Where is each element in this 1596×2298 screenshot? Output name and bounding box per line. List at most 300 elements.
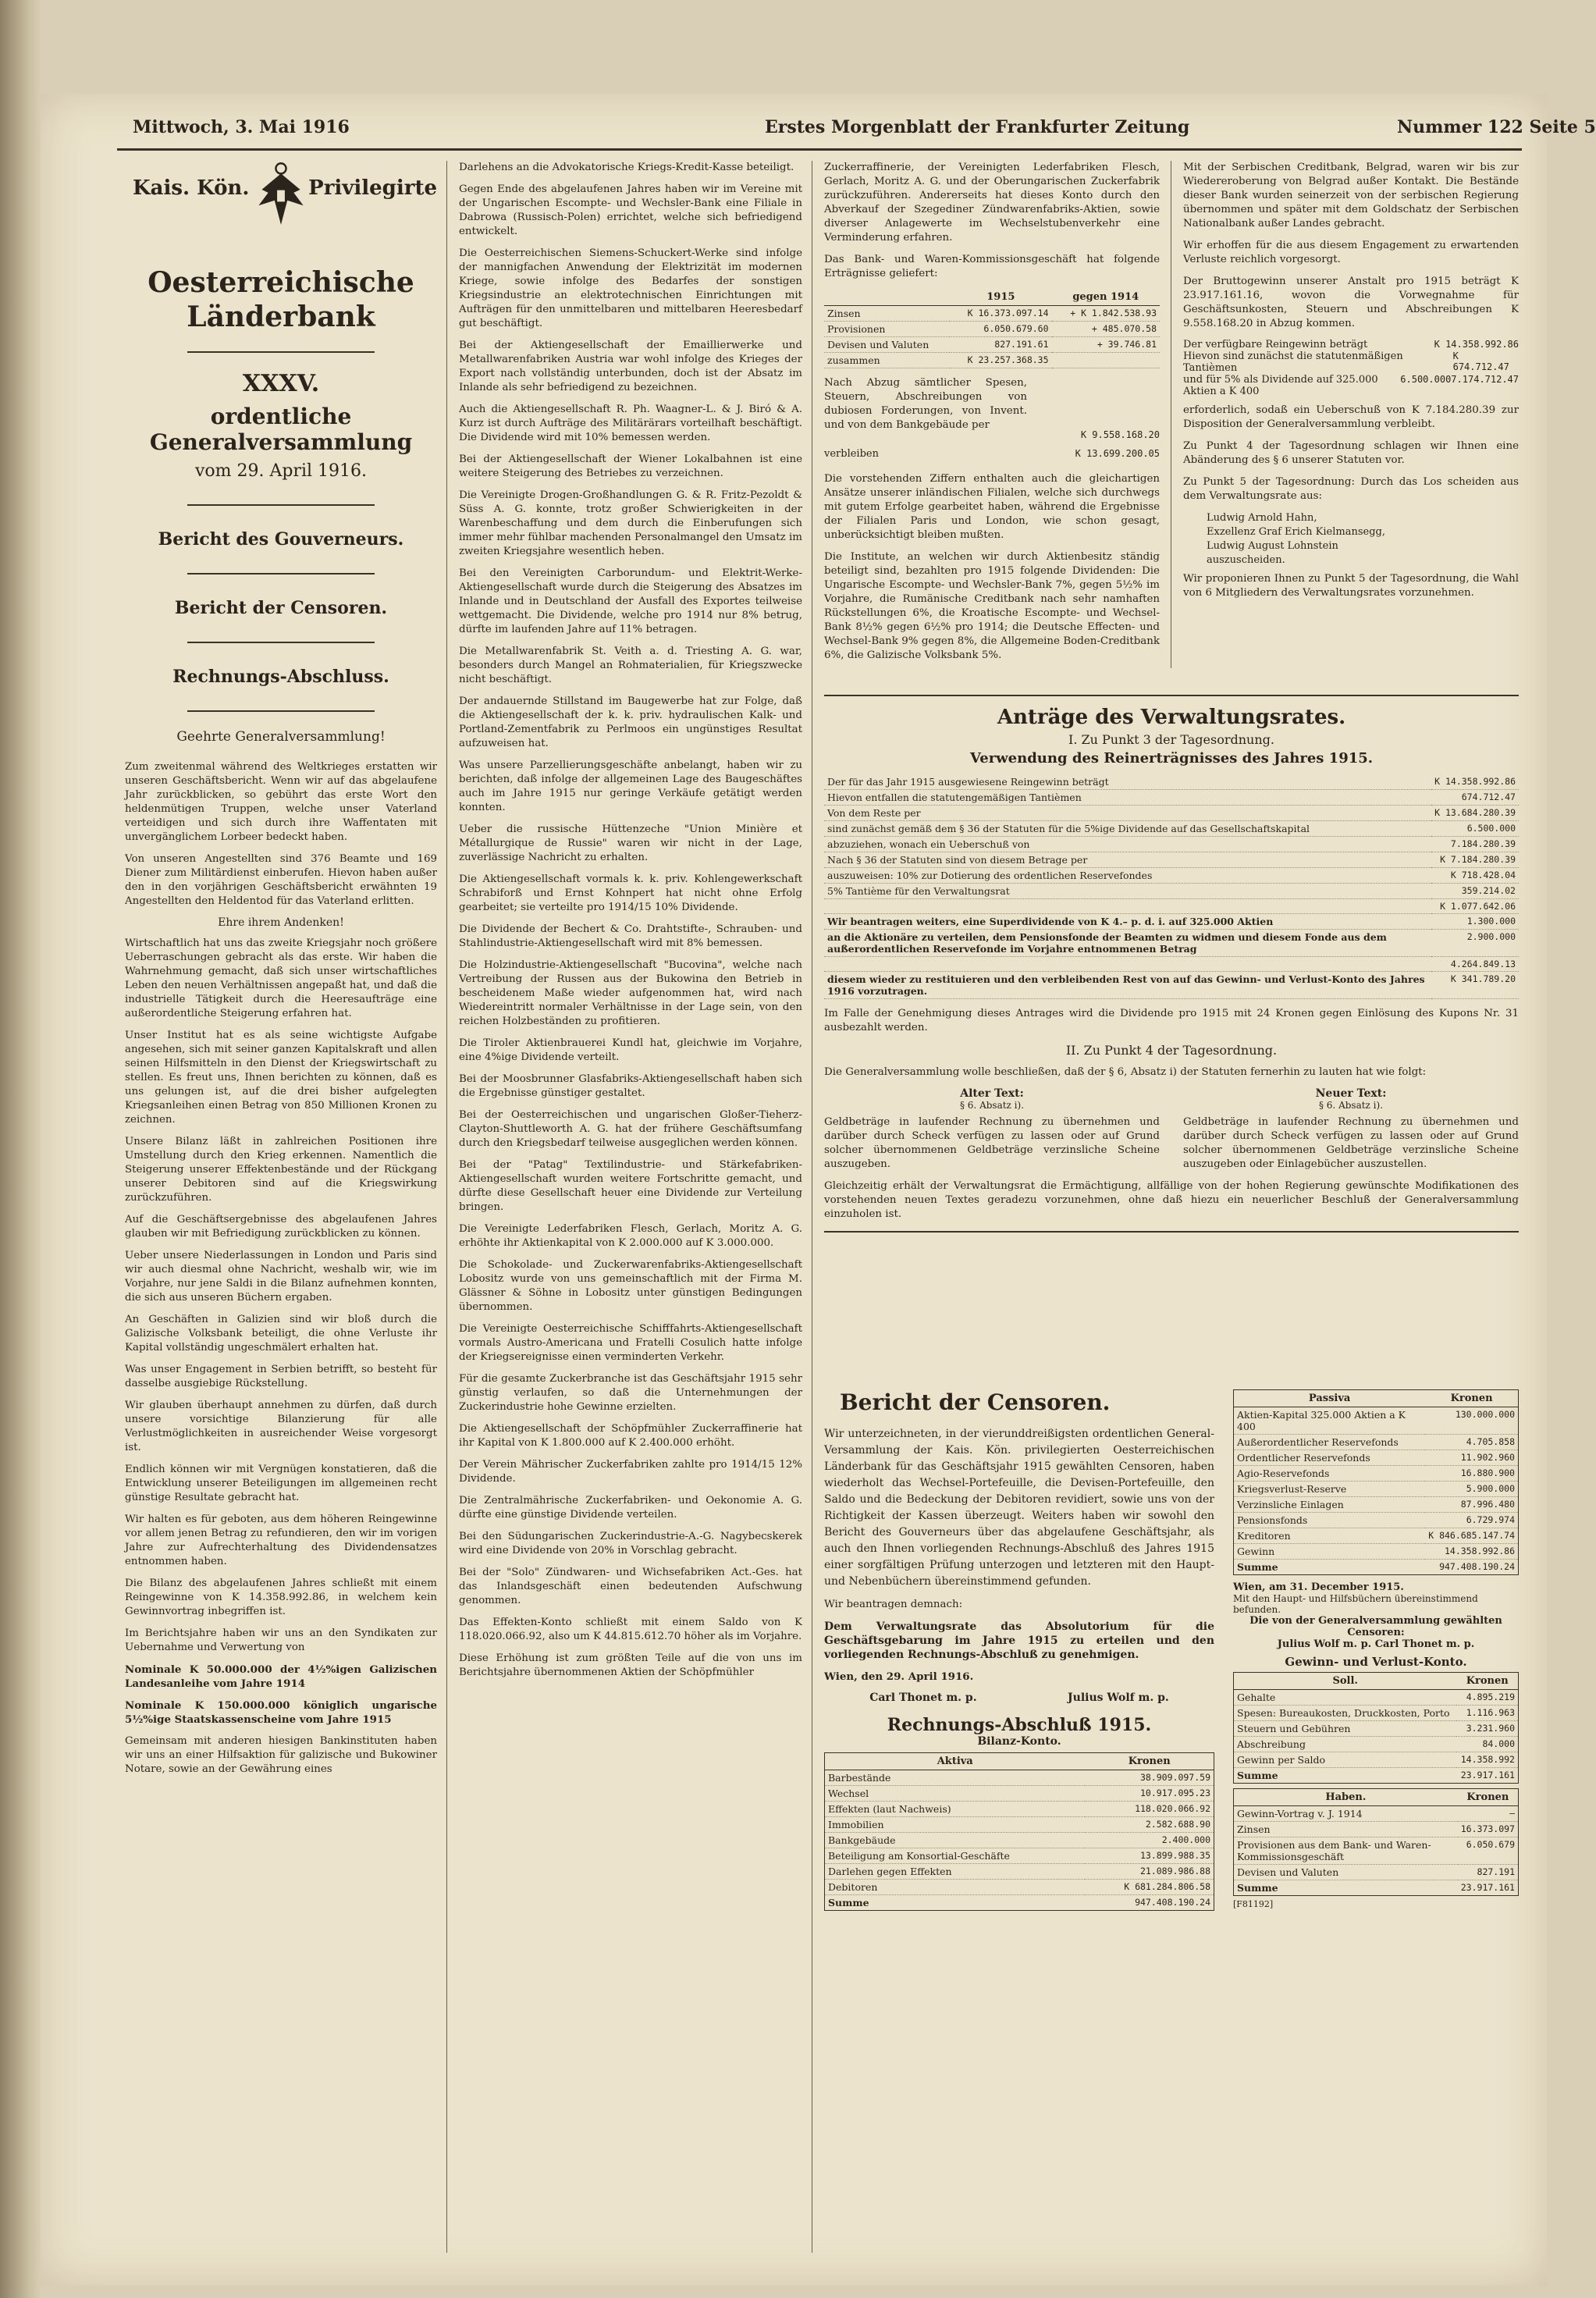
passiva-table [1233, 1389, 1519, 1575]
row-label: Gehalte [1234, 1690, 1457, 1706]
deduction-text: Nach Abzug sämtlicher Spesen, Steuern, Abschreibungen von dubiosen Forderungen, von Invent. und von dem Bankgebäude per [824, 377, 1027, 431]
report-paragraph: Die vorstehenden Ziffern enthalten auch die gleichartigen Ansätze unserer inländischen Filialen, welche sich durchwegs mit gutem Erfolge gearbeitet haben, während die Ergebnisse der Filialen Paris und London, wie schon gesagt, unberücksichtigt bleiben mußten. [824, 473, 1160, 541]
table-row [824, 774, 1519, 790]
row-label: Beteiligung am Konsortial-Geschäfte [825, 1848, 1086, 1864]
row-value: K 681.284.806.58 [1085, 1880, 1214, 1895]
table-row [825, 1770, 1214, 1786]
row-value: 7.184.280.39 [1431, 837, 1519, 852]
row-value: K 1.077.642.06 [1431, 899, 1519, 914]
censoren-signatures [824, 1691, 1214, 1704]
report-paragraph: Das Effekten-Konto schließt mit einem Saldo von K 118.020.066.92, also um K 44.815.612.70 höher als im Vorjahre. [459, 1617, 802, 1642]
table-row [824, 957, 1519, 972]
table-row [824, 884, 1519, 899]
row-label: 5% Tantième für den Verwaltungsrat [824, 884, 1431, 899]
report-paragraph: Wir glauben überhaupt annehmen zu dürfen, daß durch unsere vorsichtige Bilanzierung für alle Verlustmöglichkeiten in ausreichender Weise vorgesorgt ist. [125, 1400, 437, 1453]
kronen-header: Kronen [1085, 1753, 1214, 1770]
row-label: Kreditoren [1234, 1528, 1426, 1544]
row-value: — [1458, 1806, 1519, 1822]
row-label: Summe [1234, 1768, 1457, 1784]
balance-title: Rechnungs-Abschluß 1915. [887, 1715, 1152, 1735]
report-paragraph: Der andauernde Stillstand im Baugewerbe hat zur Folge, daß die Aktiengesellschaft der k. k. priv. hydraulischen Kalk- und Portland-Zementfabrik zu Perlmoos ein ungünstiges Resultat aufzuweisen hat. [459, 695, 802, 749]
report-paragraph: Zu Punkt 4 der Tagesordnung schlagen wir Ihnen eine Abänderung des § 6 unserer Statuten vor. [1183, 440, 1519, 466]
table-row [824, 306, 1160, 322]
ad-date: vom 29. April 1916. [194, 461, 368, 481]
antraege-section [824, 695, 1519, 1233]
report-paragraph: Bei der Oesterreichischen und ungarischen Gloßer-Tieherz-Clayton-Shuttleworth A. G. hat der frühere Geschäftsumfang durch den Kriegsbedarf teilweise ausgeglichen werden können. [459, 1109, 802, 1149]
row-value: 827.191 [1458, 1865, 1519, 1880]
soll-header: Soll. [1234, 1673, 1457, 1690]
dividend-note: Im Falle der Genehmigung dieses Antrages wird die Dividende pro 1915 mit 24 Kronen gegen Einlösung des Kupons Nr. 31 ausbezahlt werden. [824, 1008, 1519, 1033]
farewell: Ehre ihrem Andenken! [218, 916, 344, 929]
report-paragraph: Unser Institut hat es als seine wichtigste Aufgabe angesehen, sich mit seiner ganzen Kapitalskraft und allen seinen Hilfsmitteln in den Dienst der Kriegswirtschaft zu stellen. Es freut uns, Ihnen berichten zu können, daß es uns gelungen ist, auf die drei bisher aufgelegten Kriegsanleihen einen Betrag von 850 Millionen Kronen zu zeichnen. [125, 1030, 437, 1126]
earnings-change: + 39.746.81 [1052, 337, 1160, 353]
earnings-value: K 16.373.097.14 [950, 306, 1051, 322]
row-label: Ordentlicher Reservefonds [1234, 1450, 1426, 1466]
row-label: abzuziehen, wonach ein Ueberschuß von [824, 837, 1431, 852]
report-paragraph: Der Bruttogewinn unserer Anstalt pro 1915 beträgt K 23.917.161.16, wovon die Vorwegnahme für Geschäftsunkosten, Steuern und Abschreibungen K 9.558.168.20 in Abzug kommen. [1183, 276, 1519, 329]
report-paragraph: Zuckerraffinerie, der Vereinigten Lederfabriken Flesch, Gerlach, Moritz A. G. und der Oberungarischen Zuckerfabrik zurückzuführen. Andererseits hat dieses Konto durch den Abverkauf der Szegediner Zündwarenfabriks-Aktien, sowie diverser Anlagewerte im Wechselstubenverkehr eine Verminderung erfahren. [824, 162, 1160, 244]
table-row [824, 930, 1519, 957]
table-row [1234, 1880, 1519, 1896]
ad-divider [187, 573, 375, 574]
report-paragraph: Die Dividende der Bechert & Co. Drahtstifte-, Schrauben- und Stahlindustrie-Aktiengesellschaft wird mit 8% bemessen. [459, 923, 802, 949]
old-text: Geldbeträge in laufender Rechnung zu übernehmen und darüber durch Scheck verfügen zu lassen oder auf Grund solcher übernommenen Geldbeträge verzinsliche Scheine auszugeben. [824, 1116, 1160, 1170]
page-edge [0, 0, 41, 2298]
table-row [1234, 1435, 1519, 1450]
report-paragraph: Für die gesamte Zuckerbranche ist das Geschäftsjahr 1915 sehr günstig verlaufen, so daß die Unternehmungen der Zuckerindustrie hohe Gewinne erzielten. [459, 1373, 802, 1413]
censoren-text: Wir unterzeichneten, in der vierunddreißigsten ordentlichen General-Versammlung der Kais. Kön. privilegierten Oesterreichischen Länderbank für das Geschäftsjahr 1915 gewählten Censoren, haben wiederholt das Wechsel-Portefeuille, die Devisen-Portefeuille, den Saldo und die Bedeckung der Debitoren revidiert, sowie uns von der Richtigkeit der Kassen überzeugt. Weiters haben wir sowohl den Bericht des Gouverneurs über das abgelaufene Geschäftsjahr, als auch den Ihnen vorliegenden Rechnungs-Abschluß des Jahres 1915 einer sorgfältigen Prüfung unterzogen und letzteren mit den Haupt- und Nebenbüchern übereinstimmend gefunden. [824, 1428, 1214, 1588]
section-gouverneur: Bericht des Gouverneurs. [158, 529, 404, 550]
report-paragraph: Die Schokolade- und Zuckerwarenfabriks-Aktiengesellschaft Lobositz wurde von uns gemeinschaftlich mit der Firma M. Glässner & Söhne in Lobositz unter günstigen Bedingungen übernommen. [459, 1259, 802, 1313]
row-label: Agio-Reservefonds [1234, 1466, 1426, 1482]
report-paragraph: Die Aktiengesellschaft vormals k. k. priv. Kohlengewerkschaft Schrabiforß und Ernst Kohnpert hat nicht ohne Erfolg gearbeitet; sie verteilte pro 1914/15 10% Dividende. [459, 873, 802, 913]
row-value: 14.358.992.86 [1425, 1544, 1518, 1560]
member-name: Ludwig August Lohnstein [1207, 540, 1338, 552]
table-row [825, 1817, 1214, 1833]
report-paragraph: Im Berichtsjahre haben wir uns an den Syndikaten zur Uebernahme und Verwertung von [125, 1627, 437, 1653]
section-rule [824, 1231, 1519, 1233]
table-row [1234, 1407, 1519, 1435]
net-profit-row [1183, 339, 1519, 350]
masthead-rule [117, 148, 1522, 151]
report-paragraph: Wir erhoffen für die aus diesem Engagement zu erwartenden Verluste reichlich vorgesorgt. [1183, 240, 1519, 265]
ad-roman-number: XXXV. [242, 370, 320, 397]
row-value: 11.902.960 [1425, 1450, 1518, 1466]
table-row [824, 353, 1160, 368]
earnings-header: gegen 1914 [1052, 289, 1160, 306]
report-paragraph: Bei der Aktiengesellschaft der Wiener Lokalbahnen ist eine weitere Steigerung des Betriebes zu verzeichnen. [459, 454, 802, 479]
row-label: Von dem Reste per [824, 806, 1431, 821]
ad-divider [187, 351, 375, 353]
masthead-date: Mittwoch, 3. Mai 1916 [133, 117, 350, 137]
members-list [1183, 511, 1519, 567]
gv-title: Gewinn- und Verlust-Konto. [1285, 1655, 1467, 1669]
profit-distribution-table [824, 774, 1519, 999]
row-label: Debitoren [825, 1880, 1086, 1895]
report-paragraph: Was unsere Parzellierungsgeschäfte anbelangt, haben wir zu berichten, daß infolge der allgemeinen Lage des Baugeschäftes auch im Jahre 1915 nur geringe Verkäufe getätigt werden konnten. [459, 759, 802, 813]
row-label: Summe [825, 1895, 1086, 1911]
report-paragraph: Die Bilanz des abgelaufenen Jahres schließt mit einem Reingewinne von K 14.358.992.86, in welchem kein Gewinnvortrag inbegriffen ist. [125, 1578, 437, 1617]
column-3 [824, 161, 1160, 671]
antraege-sub: I. Zu Punkt 3 der Tagesordnung. [1068, 732, 1274, 747]
censoren-request: Wir beantragen demnach: [824, 1599, 963, 1610]
ad-divider [187, 710, 375, 712]
row-value: K 14.358.992.86 [1431, 774, 1519, 790]
kronen-header: Kronen [1425, 1390, 1518, 1407]
table-row [1234, 1560, 1519, 1575]
row-label: Gewinn per Saldo [1234, 1752, 1457, 1768]
net-profit-label: Der verfügbare Reingewinn beträgt [1183, 339, 1368, 350]
row-label: Hievon entfallen die statutengemäßigen Tantièmen [824, 790, 1431, 806]
new-text-para: § 6. Absatz i). [1318, 1100, 1384, 1111]
antraege-sub2: II. Zu Punkt 4 der Tagesordnung. [1065, 1043, 1278, 1058]
report-paragraph: Auch die Aktiengesellschaft R. Ph. Waagner-L. & J. Biró & A. Kurz ist durch Aufträge des Militärärars vorteilhaft beschäftigt. Die Dividende wird mit 10% bemessen werden. [459, 404, 802, 443]
row-label: Verzinsliche Einlagen [1234, 1497, 1426, 1513]
table-row [825, 1880, 1214, 1895]
report-paragraph: Unsere Bilanz läßt in zahlreichen Positionen ihre Umstellung durch den Krieg erkennen. Namentlich die Steigerung unserer Effektenbestände und der Rückgang unserer Debitoren sind auf die Kriegswirkung zurückzuführen. [125, 1136, 437, 1204]
report-paragraph: Bei der Moosbrunner Glasfabriks-Aktiengesellschaft haben sich die Ergebnisse günstiger gestaltet. [459, 1073, 802, 1099]
report-paragraph: Bei der Aktiengesellschaft der Emaillierwerke und Metallwarenfabriken Austria war wohl infolge des Krieges der Export nach vollständig unterbunden, doch ist der Absatz im Inlande als sehr befriedigend zu bezeichnen. [459, 340, 802, 393]
row-value: 14.358.992 [1456, 1752, 1518, 1768]
haben-header: Haben. [1234, 1789, 1458, 1806]
masthead-paper: Erstes Morgenblatt der Frankfurter Zeitung [765, 117, 1190, 137]
table-row [825, 1786, 1214, 1802]
ad-header [125, 161, 437, 262]
table-row [824, 337, 1160, 353]
row-value: 130.000.000 [1425, 1407, 1518, 1435]
earnings-header: 1915 [950, 289, 1051, 306]
table-row [1234, 1450, 1519, 1466]
tantiemen-label: Hievon sind zunächst die statutenmäßigen Tantièmen [1183, 350, 1403, 374]
row-value: K 341.789.20 [1431, 972, 1519, 999]
passiva-header: Passiva [1234, 1390, 1426, 1407]
earnings-table [824, 289, 1160, 368]
row-value: 6.500.000 [1431, 821, 1519, 837]
row-label: Gewinn [1234, 1544, 1426, 1560]
report-paragraph: Gegen Ende des abgelaufenen Jahres haben wir im Vereine mit der Ungarischen Escompte- und Wechsler-Bank eine Filiale in Dabrowa (Russisch-Polen) errichtet, welche sich befriedigend entwickelt. [459, 183, 802, 237]
dividend-row [1183, 374, 1519, 397]
row-label: Bankgebäude [825, 1833, 1086, 1848]
report-paragraph: Die Vereinigte Lederfabriken Flesch, Gerlach, Moritz A. G. erhöhte ihr Aktienkapital von K 2.000.000 auf K 3.000.000. [459, 1223, 802, 1249]
table-row [1234, 1513, 1519, 1528]
row-label: Effekten (laut Nachweis) [825, 1802, 1086, 1817]
row-label: Barbestände [825, 1770, 1086, 1786]
antraege-heading: Verwendung des Reinerträgnisses des Jahres 1915. [969, 750, 1374, 767]
kronen-header: Kronen [1458, 1789, 1519, 1806]
earnings-label: Devisen und Valuten [824, 337, 950, 353]
table-row [1234, 1497, 1519, 1513]
report-paragraph: Wirtschaftlich hat uns das zweite Kriegsjahr noch größere Ueberraschungen gebracht als das erste. Wir haben die Wahrnehmung gemacht, daß sich unser wirtschaftliches Leben den neuen Verhältnissen angepaßt hat, und daß die industrielle Tätigkeit durch die Heeresaufträge eine außerordentliche Steigerung erfahren hat. [125, 937, 437, 1019]
row-value: 84.000 [1456, 1737, 1518, 1752]
table-row [825, 1833, 1214, 1848]
row-value: 23.917.161 [1458, 1880, 1519, 1896]
masthead [125, 117, 1596, 144]
subtotal-value: 7.174.712.47 [1451, 374, 1519, 385]
report-paragraph: Die Institute, an welchen wir durch Aktienbesitz ständig beteiligt sind, bezahlten pro 1915 folgende Dividenden: Die Ungarische Escompte- und Wechsler-Bank 7%, gegen 5½% im Vorjahre, die Rumänische Creditbank nach sehr namhaften Rückstellungen 6%, die Kroatische Escompte- und Wechsel-Bank 8½% gegen 6½% pro 1914; die Deutsche Effecten- und Wechsel-Bank 9% gegen 8%, die Allgemeine Boden-Creditbank 6%, die Galizische Volksbank 5%. [824, 551, 1160, 661]
row-label: sind zunächst gemäß dem § 36 der Statuten für die 5%ige Dividende auf das Gesellschaftskapital [824, 821, 1431, 837]
row-label: Zinsen [1234, 1822, 1458, 1837]
table-row [1234, 1865, 1519, 1880]
deduction-row [824, 376, 1160, 440]
row-value: 4.705.858 [1425, 1435, 1518, 1450]
row-value: 5.900.000 [1425, 1482, 1518, 1497]
footer-code: [F81192] [1233, 1899, 1274, 1909]
row-value: 21.089.986.88 [1085, 1864, 1214, 1880]
row-value: 23.917.161 [1456, 1768, 1518, 1784]
table-row [1234, 1768, 1519, 1784]
row-value: 4.264.849.13 [1431, 957, 1519, 972]
new-text-block [1183, 1087, 1519, 1179]
row-label: Nach § 36 der Statuten sind von diesem Betrage per [824, 852, 1431, 868]
new-text-title: Neuer Text: [1315, 1087, 1387, 1100]
tantiemen-value: K 674.712.47 [1452, 350, 1509, 372]
report-paragraph: Von unseren Angestellten sind 376 Beamte und 169 Diener zum Militärdienst einberufen. Hievon haben außer den in den vorjährigen Geschäftsbericht erwähnten 19 Angestellten den Heldentod für das Vaterland erlitten. [125, 853, 437, 907]
old-text-block [824, 1087, 1160, 1179]
report-paragraph: Bei der "Solo" Zündwaren- und Wichsefabriken Act.-Ges. hat das Inlandsgeschäft einen bedeutenden Aufschwung genommen. [459, 1567, 802, 1606]
row-label [824, 957, 1431, 972]
table-row [1234, 1752, 1519, 1768]
earnings-total-label: zusammen [824, 353, 950, 368]
bond-line: Nominale K 50.000.000 der 4½%igen Galizischen Landesanleihe vom Jahre 1914 [125, 1663, 437, 1690]
row-label: Aktien-Kapital 325.000 Aktien a K 400 [1234, 1407, 1426, 1435]
report-paragraph: Auf die Geschäftsergebnisse des abgelaufenen Jahres glauben wir mit Befriedigung zurückblicken zu können. [125, 1214, 437, 1240]
table-row [1234, 1690, 1519, 1706]
closing-text: Gleichzeitig erhält der Verwaltungsrat die Ermächtigung, allfällige von der hohen Regierung gewünschte Modifikationen des vorstehenden neuen Textes geradezu vorzunehmen, ohne daß hiezu ein neuerlicher Beschluß der Generalversammlung einzuholen ist. [824, 1180, 1519, 1220]
row-label: Außerordentlicher Reservefonds [1234, 1435, 1426, 1450]
row-label: Steuern und Gebühren [1234, 1721, 1457, 1737]
new-text: Geldbeträge in laufender Rechnung zu übernehmen und darüber durch Scheck verfügen zu lassen oder auf Grund solcher übernommenen Geldbeträge verzinsliche Scheine auszugeben oder Einlagebücher auszustellen. [1183, 1116, 1519, 1170]
old-text-para: § 6. Absatz i). [959, 1100, 1025, 1111]
table-row [1234, 1482, 1519, 1497]
report-paragraph: Was unser Engagement in Serbien betrifft, so besteht für dasselbe ausgiebige Rückstellung. [125, 1364, 437, 1389]
table-row [825, 1848, 1214, 1864]
report-paragraph: Zum zweitenmal während des Weltkrieges erstatten wir unseren Geschäftsbericht. Wenn wir auf das abgelaufene Jahr zurückblicken, so gebührt das erste Wort den heldenmütigen Truppen, welche unser Vaterland verteidigen und sich durch ihre Waffentaten mit unvergänglichem Lorbeer bedeckt haben. [125, 761, 437, 843]
table-row [1234, 1528, 1519, 1544]
censoren-title: Bericht der Censoren. [840, 1389, 1111, 1415]
report-paragraph: Das Bank- und Waren-Kommissionsgeschäft hat folgende Erträgnisse geliefert: [824, 254, 1160, 279]
table-row [824, 837, 1519, 852]
report-paragraph: Die Vereinigte Drogen-Großhandlungen G. & R. Fritz-Pezoldt & Süss A. G. konnte, trotz großer Schwierigkeiten in der Warenbeschaffung und dem durch die Einberufungen sich immer mehr fühlbar machenden Personalmangel den Umsatz im zweiten Kriegsjahre wesentlich heben. [459, 489, 802, 557]
general-text: Die Generalversammlung wolle beschließen, daß der § 6, Absatz i) der Statuten fernerhin zu lauten hat wie folgt: [824, 1066, 1427, 1078]
row-value: 13.899.988.35 [1085, 1848, 1214, 1864]
section-censoren: Bericht der Censoren. [174, 598, 388, 618]
row-value: 674.712.47 [1431, 790, 1519, 806]
report-paragraph: Wir proponieren Ihnen zu Punkt 5 der Tagesordnung, die Wahl von 6 Mitgliedern des Verwaltungsrates vorzunehmen. [1183, 573, 1519, 599]
ad-assembly: ordentliche Generalversammlung [149, 404, 413, 455]
report-paragraph: Wir halten es für geboten, aus dem höheren Reingewinne vor allem jenen Betrag zu refundieren, den wir im vorigen Jahre zur Aufrechterhaltung des Dividendensatzes entnommen haben. [125, 1514, 437, 1567]
row-label [824, 899, 1431, 914]
censoren-section [824, 1389, 1214, 1911]
antraege-title: Anträge des Verwaltungsrates. [997, 706, 1346, 729]
report-paragraph: Mit der Serbischen Creditbank, Belgrad, waren wir bis zur Wiedereroberung von Belgrad außer Kontakt. Die Bestände dieser Bank wurden seinerzeit von der serbischen Regierung übernommen und später mit dem Goldschatz der Serbischen Nationalbank außer Landes gebracht. [1183, 162, 1519, 229]
report-paragraph: Die Metallwarenfabrik St. Veith a. d. Triesting A. G. war, besonders durch Mangel an Rohmaterialien, für Kriegszwecke nicht beschäftigt. [459, 646, 802, 685]
report-paragraph: Die Vereinigte Oesterreichische Schifffahrts-Aktiengesellschaft vormals Austro-Americana und Fratelli Cosulich hatte infolge der Kriegsereignisse einen verminderten Verkehr. [459, 1323, 802, 1363]
report-paragraph: Die Aktiengesellschaft der Schöpfmühler Zuckerraffinerie hat ihr Kapital von K 1.800.000 auf K 2.400.000 erhöht. [459, 1423, 802, 1449]
report-paragraph: Die Zentralmährische Zuckerfabriken- und Oekonomie A. G. dürfte eine günstige Dividende verteilen. [459, 1495, 802, 1521]
earnings-label: Provisionen [824, 322, 950, 337]
table-row [825, 1895, 1214, 1911]
censoren-place: Wien, den 29. April 1916. [824, 1670, 974, 1683]
row-value: 2.900.000 [1431, 930, 1519, 957]
ad-divider [187, 504, 375, 506]
dividend-label: und für 5% als Dividende auf 325.000 Aktien a K 400 [1183, 374, 1378, 397]
row-label: auszuweisen: 10% zur Dotierung des ordentlichen Reservefondes [824, 868, 1431, 884]
table-row [1234, 1822, 1519, 1837]
balance-verified2: Die von der Generalversammlung gewählten Censoren: [1249, 1615, 1502, 1638]
row-value: K 7.184.280.39 [1431, 852, 1519, 868]
row-label: an die Aktionäre zu verteilen, dem Pensionsfonde der Beamten zu widmen und diesem Fonde aus dem außerordentlichen Reservefonde im Vorjahre entnommenen Betrag [824, 930, 1431, 957]
section-rechnung: Rechnungs-Abschluss. [172, 667, 389, 687]
row-value: 947.408.190.24 [1085, 1895, 1214, 1911]
row-value: 6.050.679 [1458, 1837, 1519, 1865]
aktiva-header: Aktiva [825, 1753, 1086, 1770]
balance-right [1233, 1389, 1519, 1909]
row-value: 359.214.02 [1431, 884, 1519, 899]
dividend-value: 6.500.000 [1400, 374, 1452, 385]
net-profit-value: K 14.358.992.86 [1434, 339, 1519, 350]
report-paragraph: Die Holzindustrie-Aktiengesellschaft "Bucovina", welche nach Vertreibung der Russen aus der Bukowina den Betrieb in bescheidenem Maße wieder aufgenommen hat, wird nach Wiedereintritt normaler Verhältnisse in der Lage sein, von den reichen Holzbeständen zu profitieren. [459, 959, 802, 1027]
earnings-change: + 485.070.58 [1052, 322, 1160, 337]
row-value: 1.300.000 [1431, 914, 1519, 930]
row-label: Wir beantragen weiters, eine Superdividende von K 4.– p. d. i. auf 325.000 Aktien [824, 914, 1431, 930]
table-row [824, 821, 1519, 837]
row-label: Devisen und Valuten [1234, 1865, 1458, 1880]
report-paragraph: Diese Erhöhung ist zum größten Teile auf die von uns im Berichtsjahre übernommenen Aktien der Schöpfmühler [459, 1652, 802, 1678]
table-row [1234, 1721, 1519, 1737]
report-paragraph: Gemeinsam mit anderen hiesigen Bankinstituten haben wir uns an einer Hilfsaktion für galizische und Bukowiner Notare, sowie an der Gewährung eines [125, 1735, 437, 1775]
member-name: Exzellenz Graf Erich Kielmansegg, [1207, 526, 1385, 538]
row-label: Kriegsverlust-Reserve [1234, 1482, 1426, 1497]
imperial-eagle-icon [246, 161, 316, 231]
report-paragraph: Ueber unsere Niederlassungen in London und Paris sind wir auch diesmal ohne Nachricht, weshalb wir, wie im Vorjahre, nur jene Saldi in die Bilanz aufnehmen konnten, die sich aus unseren Büchern ergaben. [125, 1250, 437, 1304]
row-value: 16.880.900 [1425, 1466, 1518, 1482]
column-divider [446, 161, 447, 2253]
row-label: Summe [1234, 1560, 1426, 1575]
row-label: diesem wieder zu restituieren und den verbleibenden Rest von auf das Gewinn- und Verlust-Konto des Jahres 1916 vorzutragen. [824, 972, 1431, 999]
table-row [824, 868, 1519, 884]
earnings-total: K 23.257.368.35 [950, 353, 1051, 368]
deduction-value: K 9.558.168.20 [1080, 429, 1160, 440]
report-paragraph: Endlich können wir mit Vergnügen konstatieren, daß die Entwicklung unserer Beteiligungen im allgemeinen recht günstige Resultate gebracht hat. [125, 1464, 437, 1503]
row-value: 10.917.095.23 [1085, 1786, 1214, 1802]
table-row [824, 790, 1519, 806]
table-row [1234, 1706, 1519, 1721]
column-2 [459, 161, 802, 1688]
table-row [824, 972, 1519, 999]
haben-table [1233, 1788, 1519, 1896]
text-comparison [824, 1087, 1519, 1179]
report-paragraph: Die Oesterreichischen Siemens-Schuckert-Werke sind infolge der mannigfachen Anwendung der Elektrizität im modernen Kriege, sowie infolge des Bedarfes der sonstigen Kriegsindustrie an elektrotechnischen Einrichtungen mit Aufträgen für den unmittelbaren und mittelbaren Heeresbedarf gut beschäftigt. [459, 247, 802, 329]
column-4 [1183, 161, 1519, 608]
table-row [1234, 1466, 1519, 1482]
table-row [1234, 1837, 1519, 1865]
bank-name: Oesterreichische Länderbank [148, 266, 414, 333]
row-label: Immobilien [825, 1817, 1086, 1833]
row-label: Pensionsfonds [1234, 1513, 1426, 1528]
row-label: Spesen: Bureaukosten, Druckkosten, Porto [1234, 1706, 1457, 1721]
row-value: 38.909.097.59 [1085, 1770, 1214, 1786]
aktiva-table [824, 1752, 1214, 1911]
tantiemen-row [1183, 350, 1519, 374]
report-paragraph: Der Verein Mährischer Zuckerfabriken zahlte pro 1914/15 12% Dividende. [459, 1459, 802, 1485]
row-value: 2.582.688.90 [1085, 1817, 1214, 1833]
ad-divider [187, 642, 375, 643]
report-paragraph: Die Tiroler Aktienbrauerei Kundl hat, gleichwie im Vorjahre, eine 4%ige Dividende verteilt. [459, 1037, 802, 1063]
row-label: Der für das Jahr 1915 ausgewiesene Reingewinn beträgt [824, 774, 1431, 790]
row-label: Abschreibung [1234, 1737, 1457, 1752]
row-value: K 846.685.147.74 [1425, 1528, 1518, 1544]
balance-sub: Bilanz-Konto. [977, 1735, 1061, 1748]
table-row [1234, 1544, 1519, 1560]
row-value: 947.408.190.24 [1425, 1560, 1518, 1575]
table-row [824, 914, 1519, 930]
report-paragraph: An Geschäften in Galizien sind wir bloß durch die Galizische Volksbank beteiligt, die ohne Verluste ihr Kapital vollständig ungeschmälert erhalten hat. [125, 1314, 437, 1354]
greeting: Geehrte Generalversammlung! [176, 729, 386, 745]
row-label: Gewinn-Vortrag v. J. 1914 [1234, 1806, 1458, 1822]
signature: Carl Thonet m. p. [869, 1691, 977, 1704]
earnings-value: 6.050.679.60 [950, 322, 1051, 337]
table-row [1234, 1737, 1519, 1752]
row-value: K 13.684.280.39 [1431, 806, 1519, 821]
report-column [125, 161, 437, 1784]
table-row [824, 322, 1160, 337]
row-value: 1.116.963 [1456, 1706, 1518, 1721]
row-value: 87.996.480 [1425, 1497, 1518, 1513]
row-value: 2.400.000 [1085, 1833, 1214, 1848]
kronen-header: Kronen [1456, 1673, 1518, 1690]
remaining-value: K 13.699.200.05 [1075, 448, 1160, 459]
masthead-issue: Nummer 122 Seite 5 [1397, 117, 1596, 137]
balance-verified: Mit den Haupt- und Hilfsbüchern übereinstimmend befunden. [1233, 1593, 1478, 1615]
members-note: auszuscheiden. [1207, 554, 1285, 566]
remaining-row [824, 448, 1160, 460]
report-paragraph: Bei den Südungarischen Zuckerindustrie-A.-G. Nagybecskerek wird eine Dividende von 20% in Vorschlag gebracht. [459, 1531, 802, 1556]
report-paragraph: Ueber die russische Hüttenzeche "Union Minière et Métallurgique de Russie" waren wir nicht in der Lage, zuverlässige Nachricht zu erhalten. [459, 824, 802, 863]
balance-sigs: Julius Wolf m. p. Carl Thonet m. p. [1277, 1638, 1475, 1650]
earnings-value: 827.191.61 [950, 337, 1051, 353]
table-row [1234, 1806, 1519, 1822]
table-row [825, 1864, 1214, 1880]
row-label: Darlehen gegen Effekten [825, 1864, 1086, 1880]
member-name: Ludwig Arnold Hahn, [1207, 512, 1317, 524]
row-label: Wechsel [825, 1786, 1086, 1802]
remaining-label: verbleiben [824, 448, 879, 460]
table-row [824, 852, 1519, 868]
row-value: 4.895.219 [1456, 1690, 1518, 1706]
earnings-header [824, 289, 950, 306]
table-row [825, 1802, 1214, 1817]
report-paragraph: Zu Punkt 5 der Tagesordnung: Durch das Los scheiden aus dem Verwaltungsrate aus: [1183, 476, 1519, 502]
censoren-motion: Dem Verwaltungsrate das Absolutorium für die Geschäftsgebarung im Jahre 1915 zu erteilen und den vorliegenden Rechnungs-Abschluß zu genehmigen. [824, 1620, 1214, 1661]
report-paragraph: Darlehens an die Advokatorische Kriegs-Kredit-Kasse beteiligt. [459, 162, 794, 173]
section-rule [824, 695, 1519, 696]
ad-line1-right: Privilegirte [308, 176, 437, 200]
table-row [824, 899, 1519, 914]
table-row [824, 806, 1519, 821]
report-paragraph: erforderlich, sodaß ein Ueberschuß von K 7.184.280.39 zur Disposition der Generalversammlung verbleibt. [1183, 404, 1519, 430]
row-label: Provisionen aus dem Bank- und Waren-Kommissionsgeschäft [1234, 1837, 1458, 1865]
row-value: 3.231.960 [1456, 1721, 1518, 1737]
bond-line: Nominale K 150.000.000 königlich ungarische 5½%ige Staatskassenscheine vom Jahre 1915 [125, 1699, 437, 1726]
row-value: 16.373.097 [1458, 1822, 1519, 1837]
earnings-change: + K 1.842.538.93 [1052, 306, 1160, 322]
earnings-label: Zinsen [824, 306, 950, 322]
signature: Julius Wolf m. p. [1068, 1691, 1169, 1704]
old-text-title: Alter Text: [960, 1087, 1024, 1100]
row-value: 6.729.974 [1425, 1513, 1518, 1528]
report-paragraph: Bei der "Patag" Textilindustrie- und Stärkefabriken-Aktiengesellschaft wurden weitere Fortschritte gemacht, und dürfte diese Gesellschaft heuer eine Dividende zur Verteilung bringen. [459, 1159, 802, 1213]
ad-line1-left: Kais. Kön. [133, 176, 250, 200]
